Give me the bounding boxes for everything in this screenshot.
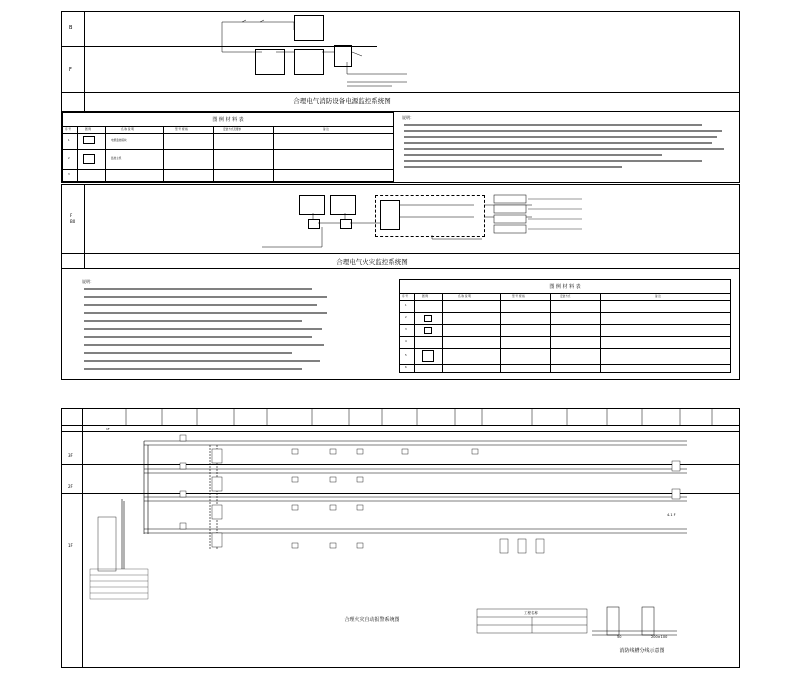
- sheet3-title: 合理火灾自动报警系统图: [344, 617, 400, 623]
- sheet2-legend-block: [61, 268, 740, 380]
- legend2-symbol-a: [424, 315, 432, 322]
- legend1-header-symbol: 图 例: [85, 128, 92, 131]
- legend-table-2: [399, 279, 731, 373]
- notes-1-lines: [62, 112, 739, 182]
- tray-dimension-b: 200×100: [651, 635, 668, 639]
- legend2-row-5-no: 5: [405, 354, 407, 357]
- sheet1-legend-block: [61, 111, 740, 183]
- power-monitor-module-top: [294, 15, 324, 41]
- legend1-header-name: 名 称 说 明: [121, 128, 134, 131]
- legend2-row-3-no: 3: [405, 328, 407, 331]
- sheet2-title: 合理电气火灾监控系统图: [336, 258, 408, 266]
- sheet-power-monitoring: [61, 11, 740, 113]
- legend2-header-remark: 备 注: [655, 295, 662, 298]
- legend2-symbol-c: [422, 350, 434, 362]
- title-block-heading: 工程名称: [524, 611, 538, 615]
- legend-table-2-title: 图 例 材 料 表: [549, 284, 581, 290]
- sheet3-floor-3f: 3F: [68, 453, 73, 458]
- legend1-row-1-no: 1: [68, 139, 70, 142]
- legend1-row-2-name: 监控主机: [111, 157, 122, 160]
- sheet-fire-alarm-system: [61, 408, 740, 668]
- legend2-header-no: 序 号: [402, 295, 409, 298]
- sheet3-row-label-1f: 1F: [106, 427, 110, 431]
- sheet2-floor-sub: B0: [70, 219, 76, 224]
- legend1-header-spec: 型 号 规 格: [175, 128, 188, 131]
- power-monitor-module-b: [294, 49, 324, 75]
- legend2-row-2-no: 2: [405, 316, 407, 319]
- power-monitor-module-a: [255, 49, 285, 75]
- sheet3-floor-1f: 1F: [68, 543, 73, 548]
- sheet3-floor-2f: 2F: [68, 484, 73, 489]
- tray-dimension-a: 50: [617, 635, 622, 639]
- notes-2-title: 说明：: [82, 279, 94, 284]
- legend1-row-3-no: 3: [68, 173, 70, 176]
- legend2-row-1-no: 1: [405, 304, 407, 307]
- floor-label-b: B: [69, 25, 73, 31]
- legend2-header-symbol: 图 例: [422, 295, 429, 298]
- legend2-header-install: 安装方式: [560, 295, 571, 298]
- legend1-header-remark: 备 注: [323, 128, 330, 131]
- sheet-electrical-fire-monitoring: [61, 184, 740, 270]
- notes-1-title: 说明：: [402, 115, 414, 120]
- legend-table-1-title: 图 例 材 料 表: [212, 117, 244, 123]
- sheet1-title: 合理电气消防设备电源监控系统图: [293, 97, 391, 105]
- sheet3-right-label: 4.1 F: [667, 513, 676, 517]
- sheet2-floor-label: F: [70, 213, 73, 218]
- tray-detail-title: 消防线槽分线示意图: [619, 648, 665, 654]
- legend2-symbol-b: [424, 327, 432, 334]
- legend1-row-2-no: 2: [68, 157, 70, 160]
- legend1-row-1-name: 电源监控模块: [111, 139, 127, 142]
- floor-label-f: F: [69, 67, 72, 73]
- fire-alarm-wiring: [62, 409, 739, 667]
- legend1-header-install: 安装方式及要求: [223, 128, 242, 131]
- legend1-header-no: 序 号: [65, 128, 72, 131]
- legend2-row-4-no: 4: [405, 340, 407, 343]
- power-monitor-host: [334, 45, 352, 67]
- legend2-row-6-no: 6: [405, 366, 407, 369]
- legend2-header-spec: 型 号 规 格: [512, 295, 525, 298]
- legend2-header-name: 名 称 说 明: [458, 295, 471, 298]
